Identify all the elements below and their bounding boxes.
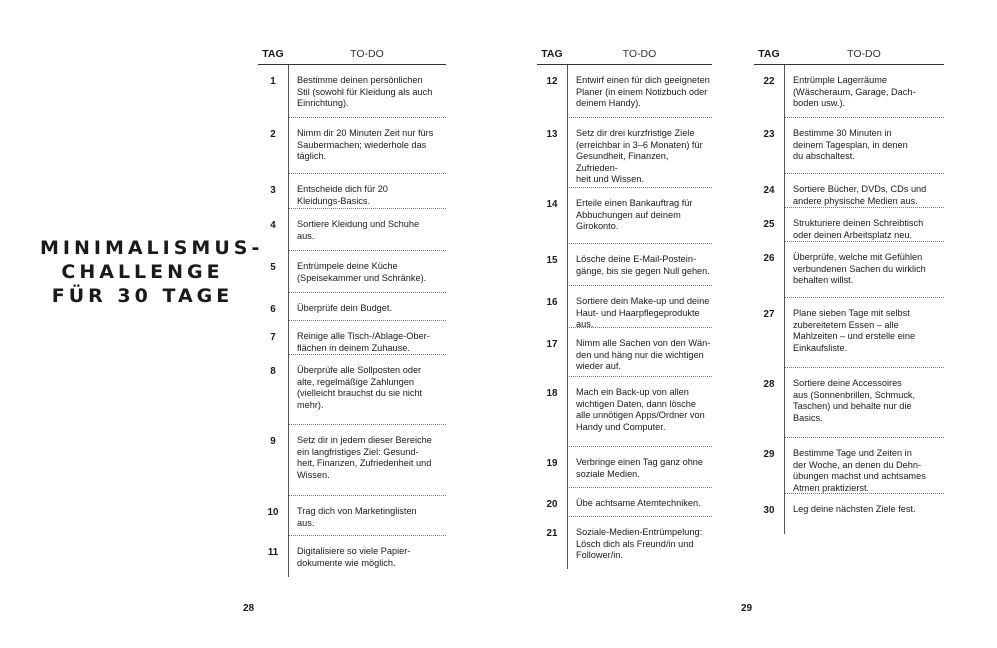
day-number: 22 [763, 76, 775, 87]
table-header [258, 44, 446, 64]
todo-text: Entrümple Lagerräume (Wäscheraum, Garage, Dach- boden usw.). [784, 65, 944, 118]
todo-text: Reinige alle Tisch-/Ablage-Ober- flächen in deinem Zuhause. [288, 321, 446, 355]
day-number: 3 [270, 185, 276, 196]
todo-text: Bestimme deinen persönlichen Stil (sowohl für Kleidung als auch Einrichtung). [288, 65, 446, 118]
page-number-left: 28 [243, 603, 255, 614]
table-row [258, 251, 446, 293]
table-header [754, 44, 944, 64]
column-divider [288, 65, 289, 577]
table-row [537, 118, 712, 188]
table-row [537, 447, 712, 488]
table-row [537, 488, 712, 517]
day-number: 19 [546, 458, 558, 469]
todo-text: Soziale-Medien-Entrümpelung: Lösch dich als Freund/in und Follower/in. [576, 527, 703, 560]
day-number: 13 [546, 129, 558, 140]
table-row [258, 293, 446, 321]
day-number: 23 [763, 129, 775, 140]
todo-text: Entwirf einen für dich geeigneten Planer (in einem Notizbuch oder deinem Handy). [567, 65, 712, 118]
todo-text: Überprüfe dein Budget. [288, 293, 446, 321]
todo-text: Sortiere Bücher, DVDs, CDs und andere physische Medien aus. [784, 174, 944, 208]
day-number: 6 [270, 304, 276, 315]
table-row [754, 368, 944, 438]
todo-text: Setz dir in jedem dieser Bereiche ein langfristiges Ziel: Gesund- heit, Finanzen, Zufriedenheit und Wissen. [288, 425, 446, 496]
todo-text: Entrümpele deine Küche (Speisekammer und Schränke). [288, 251, 446, 293]
table-row [258, 536, 446, 577]
day-number: 14 [546, 199, 558, 210]
day-number: 17 [546, 339, 558, 350]
todo-column-header: TO-DO [350, 48, 384, 60]
table-row [258, 496, 446, 536]
day-number: 11 [267, 547, 279, 558]
todo-text: Bestimme 30 Minuten in deinem Tagesplan, in denen du abschaltest. [784, 118, 944, 174]
column-divider [784, 65, 785, 534]
day-number: 10 [267, 507, 279, 518]
day-number: 18 [546, 388, 558, 399]
tag-column-header: TAG [541, 48, 563, 60]
day-number: 5 [270, 262, 276, 273]
table-row [258, 174, 446, 209]
day-number: 2 [270, 129, 276, 140]
todo-text: Setz dir drei kurzfristige Ziele (erreichbar in 3–6 Monaten) für Gesundheit, Finanzen, Zufrieden- heit und Wissen. [567, 118, 712, 188]
table-row [754, 242, 944, 298]
todo-text: Mach ein Back-up von allen wichtigen Daten, dann lösche alle unnötigen Apps/Ordner von Handy und Computer. [567, 377, 712, 447]
column-divider [567, 65, 568, 569]
table-row [754, 298, 944, 368]
todo-table-days-22-30 [754, 44, 944, 534]
day-number: 8 [270, 366, 276, 377]
todo-text: Übe achtsame Atemtechniken. [567, 488, 712, 517]
page-number-right: 29 [741, 603, 753, 614]
page-title [40, 236, 264, 308]
day-number: 25 [763, 219, 775, 230]
day-number: 4 [270, 220, 276, 231]
todo-column-header: TO-DO [847, 48, 881, 60]
todo-text: Leg deine nächsten Ziele fest. [793, 504, 916, 514]
todo-text: Sortiere Kleidung und Schuhe aus. [288, 209, 446, 251]
todo-text: Bestimme Tage und Zeiten in der Woche, an denen du Dehn- übungen machst und achtsames Atmen praktizierst. [784, 438, 944, 494]
day-number: 1 [270, 76, 276, 87]
table-row [754, 65, 944, 118]
day-number: 20 [546, 499, 558, 510]
table-row [258, 209, 446, 251]
title-line-1: MINIMALISMUS- [40, 237, 264, 259]
todo-text: Digitalisiere so viele Papier- dokumente wie möglich. [297, 546, 411, 568]
table-row [537, 377, 712, 447]
table-row [754, 494, 944, 534]
title-line-2: CHALLENGE [61, 261, 224, 283]
todo-text: Erteile einen Bankauftrag für Abbuchungen auf deinem Girokonto. [567, 188, 712, 244]
todo-text: Überprüfe, welche mit Gefühlen verbundenen Sachen du wirklich behalten willst. [784, 242, 944, 298]
todo-text: Plane sieben Tage mit selbst zubereitetem Essen – alle Mahlzeiten – und erstelle eine Einkaufsliste. [784, 298, 944, 368]
table-row [537, 65, 712, 118]
title-line-3: FÜR 30 TAGE [51, 285, 234, 307]
day-number: 7 [270, 332, 276, 343]
day-number: 9 [270, 436, 276, 447]
todo-text: Nimm alle Sachen von den Wän- den und häng nur die wichtigen wieder auf. [567, 328, 712, 377]
day-number: 24 [763, 185, 775, 196]
todo-text: Entscheide dich für 20 Kleidungs-Basics. [288, 174, 446, 209]
table-row [537, 244, 712, 286]
table-row [537, 286, 712, 328]
todo-text: Überprüfe alle Sollposten oder alte, regelmäßige Zahlungen (vielleicht brauchst du sie nicht mehr). [288, 355, 446, 425]
day-number: 29 [763, 449, 775, 460]
table-row [258, 321, 446, 355]
table-row [537, 517, 712, 569]
day-number: 30 [763, 505, 775, 516]
table-row [537, 188, 712, 244]
table-row [258, 355, 446, 425]
table-row [754, 174, 944, 208]
todo-text: Nimm dir 20 Minuten Zeit nur fürs Saubermachen; wiederhole das täglich. [288, 118, 446, 174]
tag-column-header: TAG [758, 48, 780, 60]
table-row [258, 65, 446, 118]
table-row [537, 328, 712, 377]
day-number: 16 [546, 297, 558, 308]
table-row [754, 118, 944, 174]
day-number: 28 [763, 379, 775, 390]
todo-table-days-12-21 [537, 44, 712, 569]
todo-text: Lösche deine E-Mail-Postein- gänge, bis sie gegen Null gehen. [567, 244, 712, 286]
todo-text: Sortiere deine Accessoires aus (Sonnenbrillen, Schmuck, Taschen) und behalte nur die Basics. [784, 368, 944, 438]
table-header [537, 44, 712, 64]
day-number: 27 [763, 309, 775, 320]
day-number: 12 [546, 76, 558, 87]
todo-text: Sortiere dein Make-up und deine Haut- und Haarpflegeprodukte aus. [567, 286, 712, 328]
todo-column-header: TO-DO [622, 48, 657, 60]
day-number: 15 [546, 255, 558, 266]
tag-column-header: TAG [262, 48, 284, 60]
table-row [258, 118, 446, 174]
table-row [754, 208, 944, 242]
day-number: 26 [763, 253, 775, 264]
todo-table-days-1-11 [258, 44, 446, 577]
day-number: 21 [546, 528, 558, 539]
todo-text: Verbringe einen Tag ganz ohne soziale Medien. [567, 447, 712, 488]
table-row [258, 425, 446, 496]
todo-text: Trag dich von Marketinglisten aus. [288, 496, 446, 536]
table-body [258, 64, 446, 577]
todo-text: Strukturiere deinen Schreibtisch oder deinen Arbeitsplatz neu. [784, 208, 944, 242]
table-row [754, 438, 944, 494]
table-body [537, 64, 712, 569]
table-body [754, 64, 944, 534]
